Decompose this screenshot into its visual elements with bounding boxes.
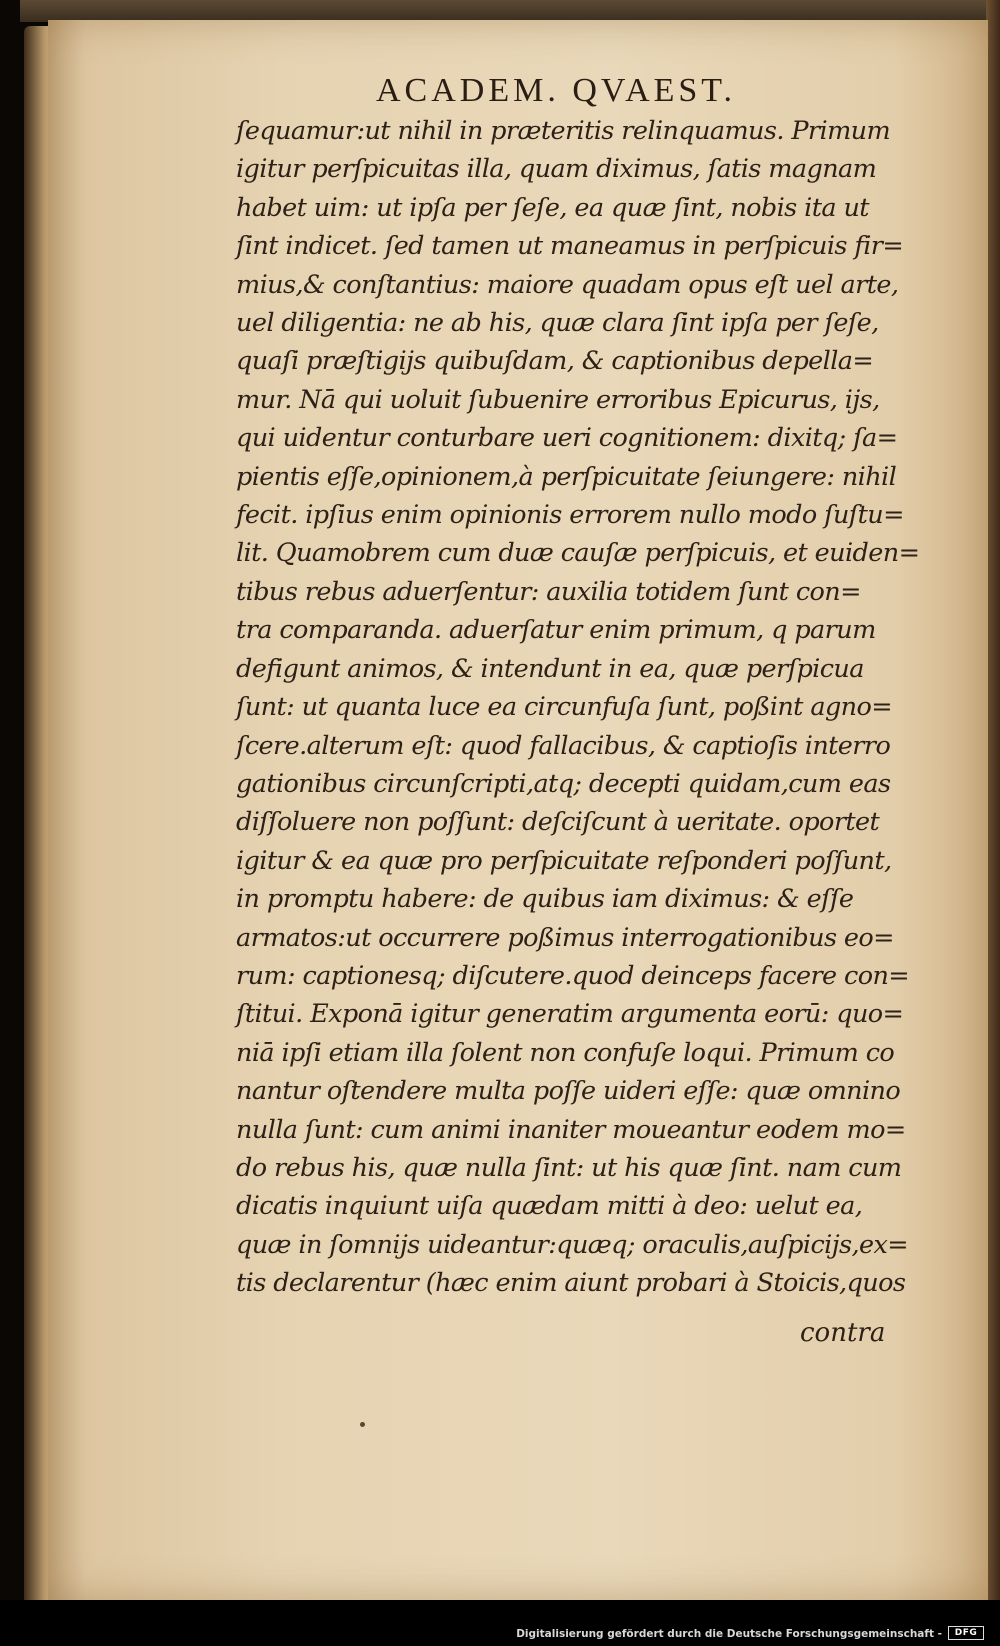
book-board-top	[20, 0, 990, 22]
funding-credit: Digitalisierung gefördert durch die Deutsche Forschungsgemeinschaft -	[516, 1628, 942, 1640]
text-line: niā ipſi etiam illa ſolent non confuſe loqui. Primum co	[236, 1037, 895, 1068]
text-line: uel diligentia: ne ab his, quæ clara ſint ipſa per ſeſe,	[236, 308, 879, 339]
text-line: nantur oſtendere multa poſſe uideri eſſe: quæ omnino	[236, 1076, 901, 1107]
dfg-logo	[948, 1626, 984, 1640]
text-line: igitur & ea quæ pro perſpicuitate reſponderi poſſunt,	[236, 845, 892, 876]
text-line: tis declarentur (hæc enim aiunt probari à Stoicis,quos	[236, 1268, 906, 1299]
text-line: defigunt animos, & intendunt in ea, quæ perſpicua	[236, 653, 864, 684]
text-lines	[236, 112, 926, 1303]
text-line: fecit. ipſius enim opinionis errorem nullo modo ſuſtu=	[236, 500, 904, 531]
running-head: ACADEM. QVAEST.	[376, 72, 737, 109]
text-line: gationibus circunſcripti,atq; decepti quidam,cum eas	[236, 768, 891, 799]
text-line: diſſoluere non poſſunt: deſciſcunt à ueritate. oportet	[236, 807, 880, 838]
text-line: in promptu habere: de quibus iam diximus: & eſſe	[236, 884, 854, 915]
text-line: ſcere.alterum eſt: quod fallacibus, & captioſis interro	[236, 730, 891, 761]
catchword: contra	[800, 1318, 886, 1348]
text-line: mius,& conſtantius: maiore quadam opus eſt uel arte,	[236, 269, 899, 300]
dfg-logo-text: DFG	[954, 1628, 978, 1638]
text-line: ſint indicet. ſed tamen ut maneamus in perſpicuis fir=	[236, 231, 904, 262]
text-line: ſequamur:ut nihil in præteritis relinquamus. Primum	[236, 116, 891, 146]
text-line: mur. Nā qui uoluit ſubuenire erroribus Epicurus, ijs,	[236, 384, 880, 415]
text-line: tra comparanda. aduerſatur enim primum, q parum	[236, 615, 876, 646]
text-line: do rebus his, quæ nulla ſint: ut his quæ ſint. nam cum	[236, 1152, 902, 1183]
text-line: igitur perſpicuitas illa, quam diximus, ſatis magnam	[236, 154, 877, 185]
text-line: habet uim: ut ipſa per ſeſe, ea quæ ſint, nobis ita ut	[236, 192, 869, 223]
text-line: ſunt: ut quanta luce ea circunfuſa ſunt, poßint agno=	[236, 692, 893, 723]
text-line: ſtitui. Exponā igitur generatim argumenta eorū: quo=	[236, 999, 904, 1030]
text-line: quaſi præſtigijs quibuſdam, & captionibus depella=	[236, 346, 874, 377]
text-line: nulla ſunt: cum animi inaniter moueantur eodem mo=	[236, 1114, 906, 1145]
text-line: quæ in ſomnijs uideantur:quæq; oraculis,auſpicijs,ex=	[236, 1229, 909, 1260]
text-line: armatos:ut occurrere poßimus interrogationibus eo=	[236, 922, 894, 953]
text-line: dicatis inquiunt uiſa quædam mitti à deo: uelut ea,	[236, 1191, 863, 1222]
text-line: lit. Quamobrem cum duæ cauſæ perſpicuis, et euiden=	[236, 538, 920, 569]
paper-speck	[360, 1422, 365, 1427]
book-board-right	[986, 0, 1000, 1600]
text-block	[236, 72, 926, 1303]
text-line: rum: captionesq; diſcutere.quod deinceps facere con=	[236, 960, 910, 991]
text-line: tibus rebus aduerſentur: auxilia totidem ſunt con=	[236, 576, 861, 607]
text-line: qui uidentur conturbare ueri cognitionem: dixitq; ſa=	[236, 423, 898, 454]
text-line: pientis eſſe,opinionem,à perſpicuitate ſeiungere: nihil	[236, 461, 897, 492]
